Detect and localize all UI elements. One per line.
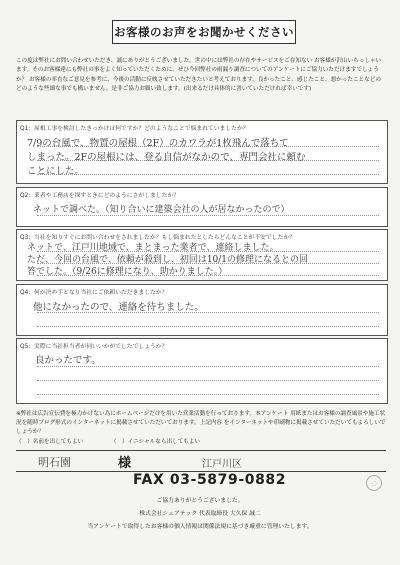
answer-text-1-3: ことにした。 [27, 166, 85, 177]
customer-prefecture: 江戸川区 [202, 459, 242, 470]
intro-text: この度は弊社にお問い合わせいただき、誠にありがとうございました。世の中には弊社の存在やサービスをご存知ない お客様が沢山いらっしゃいます。そのお客様達にも弊社の事をよく知っていただくために、ぜひ今回弊社の雨漏り調査についてのアンケートにご協力いただけますでしょうか？ お客様の率直なご意見を参考に、今後の活動に反映させていただきたいと考えております。良かったこと、感じたこと、悪かったことなどのどのような些細な事でも構いません。是非ご協力お願い致します。(出来るだけ具体的に書いていただければ幸いです) [16, 58, 382, 93]
answer-text-2-1: ネットで調べた。（知り合いに建築会社の人が居なかったので） [33, 205, 290, 215]
answer-line [37, 366, 379, 367]
answer-text-3-3: 答でした。（9/26に修理になり、助かりました。） [27, 267, 228, 277]
consent-options [16, 437, 226, 445]
question-box-3 [16, 229, 388, 281]
customer-name-row [16, 450, 386, 472]
customer-name: 明石園 [38, 456, 71, 469]
consent-option-name[interactable]: （ ）名前を出してもよい [16, 439, 84, 445]
footer-company: 株式会社シェアテック 代表取締役 大久保 誠二 [139, 511, 261, 517]
footer-privacy: 当アンケートで取得したお客様の個人情報は関係法規に基づき厳重に管理いたします。 [87, 524, 313, 530]
answer-text-5-1: 良かったです。 [35, 355, 101, 366]
fax-number: FAX 03-5879-0882 [133, 472, 287, 488]
answer-line [37, 326, 379, 327]
publication-notice: ※弊社は広告宣伝費を極力かけない為にホームページだけを用いた営業活動を行っております。本アンケート 用紙またはお客様の調査風景や施工状況を随時ブログ形式のインターネットに掲載させていただいております。上記内容 をインターネットや印刷物に掲載させていただいてもよろしいでしょうか？ [16, 411, 386, 435]
answer-text-4-1: 他になかったので、連絡を待ちました。 [33, 302, 204, 313]
answer-text-3-1: ネットで、江戸川地域で、まとまった業者で、連絡しました。 [27, 243, 279, 253]
question-label-2: Q2：業者や工務店を探すときにどのようにさがしましたか？ [20, 193, 179, 199]
page-title: お客様のお声をお聞かせください [112, 20, 296, 44]
answer-line [37, 174, 379, 175]
answer-line [37, 380, 379, 381]
answer-text-1-1: 7/9の台風で、物置の屋根（2F）のカワラが1枚飛んで落ちて [27, 138, 289, 149]
question-label-5: Q5：実際に当社担当者が伺いいかがでしたでしょうか？ [20, 344, 168, 350]
question-label-3: Q3：当社を知りすぐにお問い合わせをされましたか？もし悩まれたとしたらどんなことが不安でしたか？ [20, 235, 295, 241]
answer-line [37, 215, 379, 216]
honorific-label: 様 [118, 456, 132, 471]
footer-thanks: ご協力ありがとうございました。 [156, 498, 244, 504]
stamp-icon: ◌ [366, 475, 382, 491]
question-label-1: Q1：屋根工事を検討したきっかけは何ですか？どのようなことで悩まれていましたか？ [20, 126, 249, 132]
answer-text-1-2: しまった。2Fの屋根には、登る自信がなかので、専門会社に頼む [27, 152, 306, 163]
question-box-1 [16, 120, 388, 184]
question-label-4: Q4：何が決め手となり当社にご依頼いただきましたか？ [20, 290, 168, 296]
consent-option-initial[interactable]: （ ）イニシャルなら出してもよい [110, 439, 201, 445]
question-box-2 [16, 187, 388, 227]
question-box-4 [16, 284, 388, 336]
answer-text-3-2: ただ、今回の台風で、依頼が殺到し、初回は10/1の修理になるとの回 [27, 255, 309, 265]
answer-line [37, 394, 379, 395]
question-box-5 [16, 338, 388, 404]
